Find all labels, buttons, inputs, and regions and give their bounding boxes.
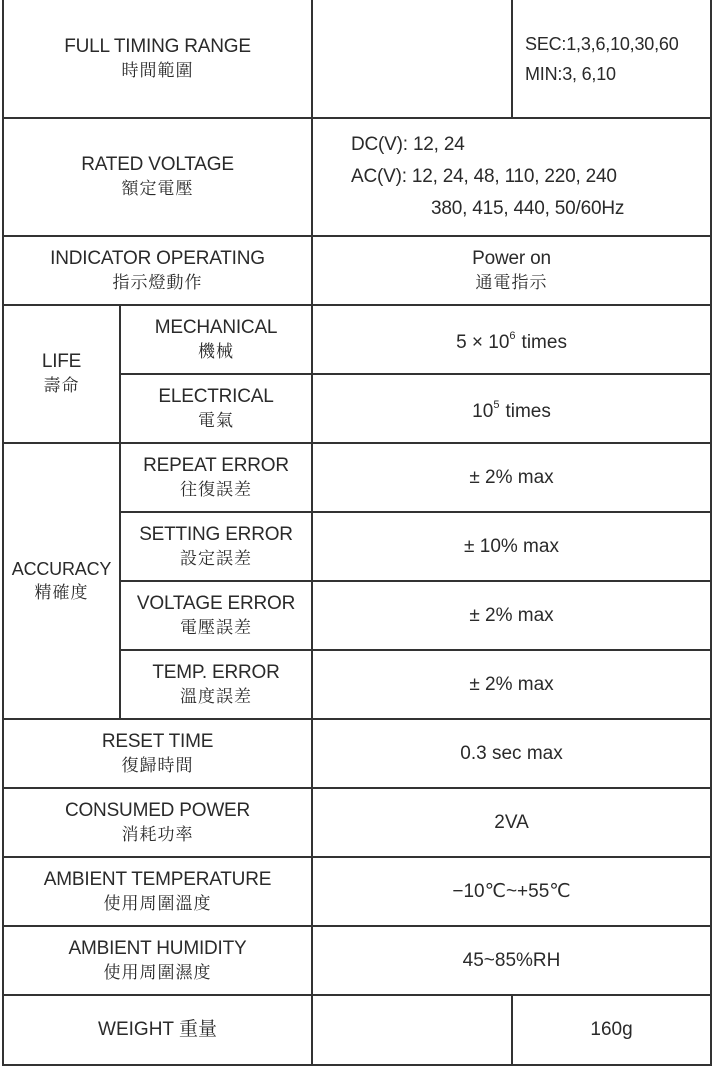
mechanical-label-cell (120, 305, 312, 374)
indicator-value-en: Power on (472, 247, 551, 269)
accuracy-label-cell (3, 443, 120, 719)
temp-error-value: ± 2% max (312, 650, 711, 719)
life-label-en: LIFE (41, 351, 82, 372)
reset-label-cell (3, 719, 312, 788)
humidity-label-en: AMBIENT HUMIDITY (68, 937, 247, 959)
voltage-label-zh: 額定電壓 (121, 179, 194, 198)
indicator-value-cell (312, 236, 711, 305)
row-ambient-humidity (3, 926, 711, 995)
repeat-value: ± 2% max (312, 443, 711, 512)
electrical-value-cell (312, 374, 711, 443)
temp-error-label-zh: 溫度誤差 (180, 686, 252, 706)
spec-table (2, 0, 712, 1066)
voltage-label-en: RATED VOLTAGE (81, 154, 234, 175)
indicator-label-zh: 指示燈動作 (112, 272, 203, 292)
voltage-value-cell (312, 118, 711, 236)
timing-label-en: FULL TIMING RANGE (64, 35, 251, 57)
setting-value: ± 10% max (312, 512, 711, 581)
row-rated-voltage (3, 118, 711, 236)
electrical-label-zh: 電氣 (198, 410, 234, 430)
indicator-label-en: INDICATOR OPERATING (50, 247, 265, 269)
row-reset-time (3, 719, 711, 788)
mechanical-exp: 6 (509, 330, 516, 342)
electrical-exp: 5 (493, 399, 500, 411)
weight-value: 160g (512, 995, 711, 1065)
power-label-en: CONSUMED POWER (64, 799, 251, 821)
mechanical-label-zh: 機械 (198, 341, 234, 361)
setting-label-zh: 設定誤差 (180, 548, 252, 568)
voltage-error-label-cell (120, 581, 312, 650)
reset-value: 0.3 sec max (312, 719, 711, 788)
voltage-dc: DC(V): 12, 24 (351, 134, 465, 155)
mechanical-unit: times (521, 332, 567, 353)
repeat-label-cell (120, 443, 312, 512)
voltage-ac-cont: 380, 415, 440, 50/60Hz (431, 198, 625, 219)
timing-min: MIN:3, 6,10 (525, 63, 616, 84)
row-weight (3, 995, 711, 1065)
repeat-label-en: REPEAT ERROR (143, 454, 289, 476)
row-repeat-error (3, 443, 711, 512)
mechanical-value-cell (312, 305, 711, 374)
voltage-label-cell (3, 118, 312, 236)
reset-label-zh: 復歸時間 (121, 755, 194, 775)
indicator-value-zh: 通電指示 (475, 272, 548, 292)
voltage-error-value: ± 2% max (312, 581, 711, 650)
row-ambient-temperature (3, 857, 711, 926)
accuracy-label-zh: 精確度 (34, 583, 89, 602)
accuracy-label-en: ACCURACY (11, 559, 112, 579)
timing-value-cell (512, 0, 711, 118)
power-label-cell (3, 788, 312, 857)
voltage-error-label-en: VOLTAGE ERROR (136, 592, 296, 614)
humidity-label-cell (3, 926, 312, 995)
row-life-mechanical (3, 305, 711, 374)
weight-empty-cell (312, 995, 512, 1065)
electrical-label-cell (120, 374, 312, 443)
electrical-label-en: ELECTRICAL (158, 385, 274, 407)
setting-label-cell (120, 512, 312, 581)
row-consumed-power (3, 788, 711, 857)
voltage-ac: AC(V): 12, 24, 48, 110, 220, 240 (351, 166, 617, 187)
temperature-label-cell (3, 857, 312, 926)
temperature-value: −10℃~+55℃ (312, 857, 711, 926)
life-label-zh: 壽命 (43, 376, 80, 395)
mechanical-base: 5 × 10 (456, 332, 510, 353)
humidity-label-zh: 使用周圍濕度 (103, 962, 212, 982)
life-label-cell (3, 305, 120, 443)
setting-label-en: SETTING ERROR (139, 523, 293, 545)
mechanical-label-en: MECHANICAL (154, 316, 278, 338)
indicator-label-cell (3, 236, 312, 305)
temperature-label-zh: 使用周圍溫度 (103, 893, 212, 913)
power-label-zh: 消耗功率 (121, 824, 194, 844)
repeat-label-zh: 往復誤差 (180, 479, 252, 499)
power-value: 2VA (312, 788, 711, 857)
voltage-error-label-zh: 電壓誤差 (180, 617, 252, 637)
timing-empty-cell (312, 0, 512, 118)
reset-label-en: RESET TIME (101, 730, 214, 752)
weight-label: WEIGHT 重量 (3, 995, 312, 1065)
electrical-base: 10 (472, 401, 494, 422)
timing-label-cell (3, 0, 312, 118)
electrical-unit: times (505, 401, 551, 422)
temp-error-label-en: TEMP. ERROR (152, 661, 280, 683)
humidity-value: 45~85%RH (312, 926, 711, 995)
temperature-label-en: AMBIENT TEMPERATURE (43, 868, 272, 890)
timing-sec: SEC:1,3,6,10,30,60 (525, 33, 679, 54)
temp-error-label-cell (120, 650, 312, 719)
row-indicator (3, 236, 711, 305)
timing-label-zh: 時間範圍 (121, 60, 194, 80)
row-timing-range (3, 0, 711, 118)
